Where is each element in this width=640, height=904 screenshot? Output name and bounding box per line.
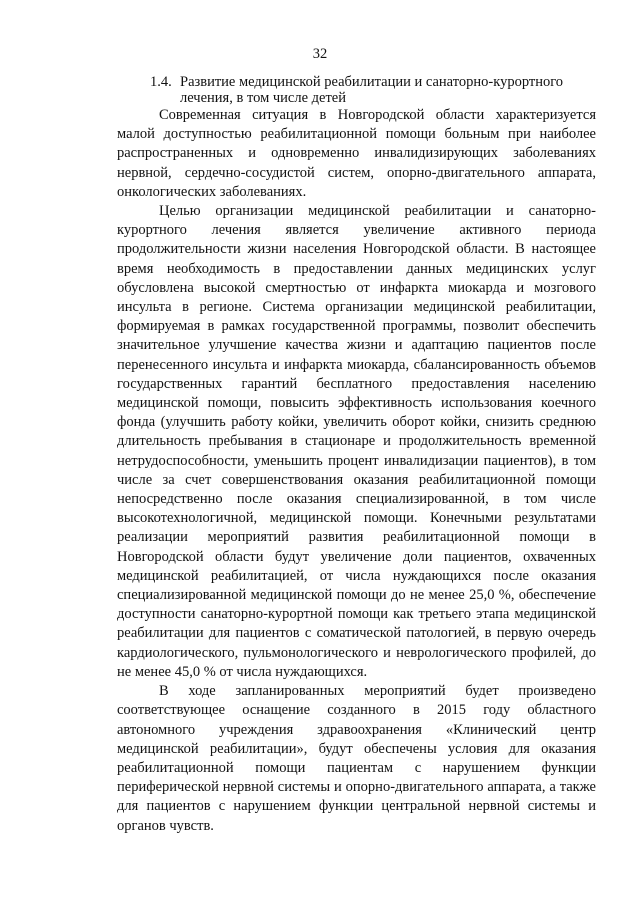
paragraph-2: Целью организации медицинской реабилитации и санаторно-курортного лечения является увеличение активного периода продолжительности жизни населения Новгородской области. В настоящее время необходимость в предоставлении данных медицинских услуг обусловлена высокой смертностью от инфаркта миокарда и мозгового инсульта в регионе. Система организации медицинской реабилитации, формируемая в рамках государственной программы, позволит обеспечить значительное улучшение качества жизни и адаптацию пациентов после перенесенного инсульта и инфаркта миокарда, сбалансированность объемов государственных гарантий бесплатного предоставления населению медицинской помощи, повысить эффективность использования коечного фонда (улучшить работу койки, увеличить оборот койки, снизить среднюю длительность пребывания в стационаре и продолжительность временной нетрудоспособности, уменьшить процент инвалидизации пациентов), в том числе за счет совершенствования оказания реабилитационной помощи непосредственно после оказания специализированной, в том числе высокотехнологичной, медицинской помощи. Конечными результатами реализации мероприятий развития реабилитационной помощи в Новгородской области будут увеличение доли пациентов, охваченных медицинской реабилитацией, от числа нуждающихся после оказания специализированной медицинской помощи до не менее 25,0 %, обеспечение доступности санаторно-курортной помощи как третьего этапа медицинской реабилитации для пациентов с соматической патологией, в первую очередь кардиологического, пульмонологического и неврологического профилей, до не менее 45,0 % от числа нуждающихся. [117,203,596,680]
body-text [117,106,596,836]
page-number: 32 [312,46,328,62]
paragraph-3: В ходе запланированных мероприятий будет произведено соответствующее оснащение созданного в 2015 году областного автономного учреждения здравоохранения «Клинический центр медицинской реабилитации», будут обеспечены условия для оказания реабилитационной помощи пациентам с нарушением функции периферической нервной системы и опорно-двигательного аппарата, а также для пациентов с нарушением функции центральной нервной системы и органов чувств. [117,683,596,834]
section-title-part-1: Развитие медицинской реабилитации и санаторно-курортного [180,74,564,90]
section-number: 1.4. [150,74,172,90]
section-heading-line-1 [150,74,590,90]
section-title-part-2: лечения, в том числе детей [180,90,346,106]
paragraph-1: Современная ситуация в Новгородской области характеризуется малой доступностью реабилитационной помощи больным при наиболее распространенных и одновременно инвалидизирующих заболеваниях нервной, сердечно-сосудистой систем, опорно-двигательного аппарата, онкологических заболеваниях. [117,107,596,200]
section-heading [150,74,590,106]
